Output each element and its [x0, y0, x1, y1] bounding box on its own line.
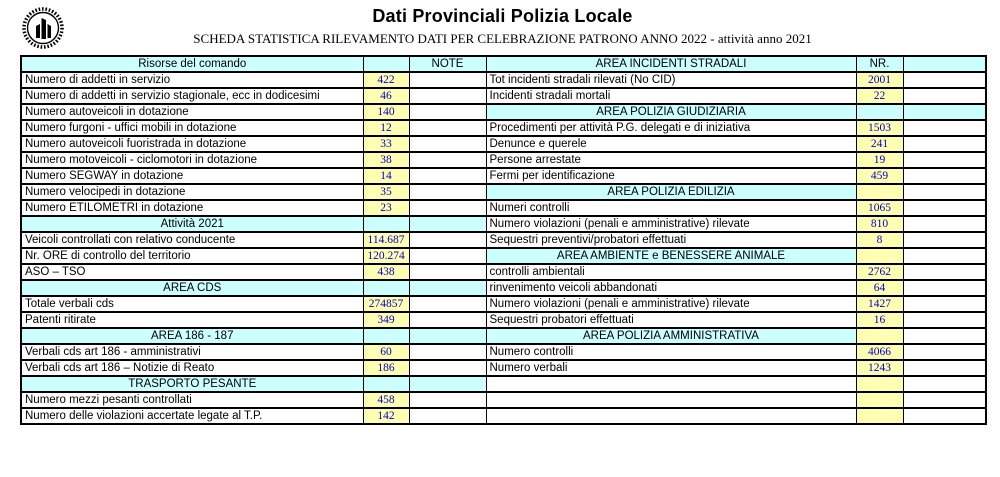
row-label: Procedimenti per attività P.G. delegati e di iniziativa [486, 120, 856, 136]
row-label: Numero autoveicoli fuoristrada in dotazione [21, 136, 363, 152]
left-value-cell [363, 280, 409, 296]
row-label: Numero verbali [486, 360, 856, 376]
extra-cell [903, 392, 986, 408]
row-label [486, 376, 856, 392]
table-row [21, 104, 986, 120]
header-row [21, 56, 986, 72]
left-value-cell [363, 376, 409, 392]
extra-cell [903, 376, 986, 392]
note-cell [409, 312, 486, 328]
table-row [21, 264, 986, 280]
nr-value-cell: 2001 [856, 72, 903, 88]
row-label: rinvenimento veicoli abbandonati [486, 280, 856, 296]
section-header: AREA POLIZIA AMMINISTRATIVA [486, 328, 856, 344]
row-label: Numero velocipedi in dotazione [21, 184, 363, 200]
row-label: Nr. ORE di controllo del territorio [21, 248, 363, 264]
section-header: AREA AMBIENTE e BENESSERE ANIMALE [486, 248, 856, 264]
nr-value-cell: 810 [856, 216, 903, 232]
left-value-column-header [363, 56, 409, 72]
left-value-cell: 458 [363, 392, 409, 408]
row-label: Numero SEGWAY in dotazione [21, 168, 363, 184]
row-label: Patenti ritirate [21, 312, 363, 328]
extra-cell [903, 312, 986, 328]
note-cell [409, 232, 486, 248]
row-label: Numeri controlli [486, 200, 856, 216]
table-row [21, 216, 986, 232]
nr-value-cell: 459 [856, 168, 903, 184]
table-row [21, 88, 986, 104]
section-header: Attività 2021 [21, 216, 363, 232]
section-header: AREA CDS [21, 280, 363, 296]
section-header: AREA 186 - 187 [21, 328, 363, 344]
row-label: Numero delle violazioni accertate legate al T.P. [21, 408, 363, 424]
section-header: TRASPORTO PESANTE [21, 376, 363, 392]
row-label: ASO – TSO [21, 264, 363, 280]
extra-cell [903, 248, 986, 264]
table-row [21, 392, 986, 408]
note-cell [409, 280, 486, 296]
nr-value-cell: 1065 [856, 200, 903, 216]
nr-value-cell [856, 408, 903, 424]
row-label: Numero mezzi pesanti controllati [21, 392, 363, 408]
note-cell [409, 216, 486, 232]
note-column-header: NOTE [409, 56, 486, 72]
nr-value-cell: 16 [856, 312, 903, 328]
nr-value-cell [856, 248, 903, 264]
note-cell [409, 72, 486, 88]
nr-value-cell: 1243 [856, 360, 903, 376]
extra-column-header [903, 56, 986, 72]
note-cell [409, 360, 486, 376]
table-row [21, 136, 986, 152]
nr-value-cell: 19 [856, 152, 903, 168]
left-value-cell: 12 [363, 120, 409, 136]
row-label: Numero di addetti in servizio stagionale, ecc in dodicesimi [21, 88, 363, 104]
nr-value-cell: 22 [856, 88, 903, 104]
table-row [21, 280, 986, 296]
extra-cell [903, 184, 986, 200]
note-cell [409, 136, 486, 152]
table-row [21, 184, 986, 200]
note-cell [409, 200, 486, 216]
left-value-cell: 274857 [363, 296, 409, 312]
left-table-header: Risorse del comando [21, 56, 363, 72]
page-title: Dati Provinciali Polizia Locale [372, 6, 633, 26]
extra-cell [903, 104, 986, 120]
extra-cell [903, 360, 986, 376]
note-cell [409, 248, 486, 264]
note-cell [409, 152, 486, 168]
extra-cell [903, 168, 986, 184]
left-value-cell: 38 [363, 152, 409, 168]
nr-value-cell [856, 104, 903, 120]
row-label: Numero controlli [486, 344, 856, 360]
extra-cell [903, 344, 986, 360]
left-value-cell: 349 [363, 312, 409, 328]
statistics-table [20, 55, 987, 425]
extra-cell [903, 264, 986, 280]
extra-cell [903, 232, 986, 248]
row-label: Verbali cds art 186 - amministrativi [21, 344, 363, 360]
row-label: Verbali cds art 186 – Notizie di Reato [21, 360, 363, 376]
extra-cell [903, 296, 986, 312]
row-label: Tot incidenti stradali rilevati (No CID) [486, 72, 856, 88]
right-table-header: AREA INCIDENTI STRADALI [486, 56, 856, 72]
left-value-cell: 120.274 [363, 248, 409, 264]
row-label: Persone arrestate [486, 152, 856, 168]
row-label: Numero violazioni (penali e amministrative) rilevate [486, 296, 856, 312]
extra-cell [903, 216, 986, 232]
nr-value-cell: 1427 [856, 296, 903, 312]
row-label: Fermi per identificazione [486, 168, 856, 184]
nr-value-cell [856, 376, 903, 392]
table-row [21, 232, 986, 248]
note-cell [409, 408, 486, 424]
table-row [21, 312, 986, 328]
nr-value-cell: 64 [856, 280, 903, 296]
extra-cell [903, 328, 986, 344]
row-label: Denunce e querele [486, 136, 856, 152]
nr-value-cell: 1503 [856, 120, 903, 136]
note-cell [409, 328, 486, 344]
left-value-cell: 142 [363, 408, 409, 424]
left-value-cell: 46 [363, 88, 409, 104]
left-value-cell [363, 216, 409, 232]
table-row [21, 120, 986, 136]
left-value-cell: 14 [363, 168, 409, 184]
note-cell [409, 168, 486, 184]
left-value-cell: 186 [363, 360, 409, 376]
table-row [21, 168, 986, 184]
row-label: Incidenti stradali mortali [486, 88, 856, 104]
extra-cell [903, 88, 986, 104]
note-cell [409, 296, 486, 312]
table-row [21, 296, 986, 312]
note-cell [409, 184, 486, 200]
row-label: Veicoli controllati con relativo conducente [21, 232, 363, 248]
left-value-cell: 114.687 [363, 232, 409, 248]
note-cell [409, 264, 486, 280]
row-label: controlli ambientali [486, 264, 856, 280]
note-cell [409, 120, 486, 136]
row-label: Sequestri preventivi/probatori effettuati [486, 232, 856, 248]
nr-column-header: NR. [856, 56, 903, 72]
nr-value-cell [856, 184, 903, 200]
table-row [21, 152, 986, 168]
page-subtitle: SCHEDA STATISTICA RILEVAMENTO DATI PER CELEBRAZIONE PATRONO ANNO 2022 - attività anno 2021 [193, 31, 812, 46]
row-label: Numero di addetti in servizio [21, 72, 363, 88]
nr-value-cell: 4066 [856, 344, 903, 360]
table-row [21, 72, 986, 88]
extra-cell [903, 136, 986, 152]
table-row [21, 200, 986, 216]
nr-value-cell [856, 328, 903, 344]
left-value-cell: 35 [363, 184, 409, 200]
table-row [21, 376, 986, 392]
section-header: AREA POLIZIA GIUDIZIARIA [486, 104, 856, 120]
row-label: Numero motoveicoli - ciclomotori in dotazione [21, 152, 363, 168]
row-label [486, 408, 856, 424]
note-cell [409, 392, 486, 408]
row-label: Numero violazioni (penali e amministrative) rilevate [486, 216, 856, 232]
left-value-cell [363, 328, 409, 344]
table-row [21, 328, 986, 344]
nr-value-cell [856, 392, 903, 408]
left-value-cell: 23 [363, 200, 409, 216]
extra-cell [903, 152, 986, 168]
nr-value-cell: 241 [856, 136, 903, 152]
note-cell [409, 376, 486, 392]
left-value-cell: 438 [363, 264, 409, 280]
row-label: Totale verbali cds [21, 296, 363, 312]
extra-cell [903, 408, 986, 424]
extra-cell [903, 72, 986, 88]
left-value-cell: 60 [363, 344, 409, 360]
note-cell [409, 88, 486, 104]
extra-cell [903, 200, 986, 216]
extra-cell [903, 280, 986, 296]
note-cell [409, 104, 486, 120]
left-value-cell: 140 [363, 104, 409, 120]
note-cell [409, 344, 486, 360]
section-header: AREA POLIZIA EDILIZIA [486, 184, 856, 200]
row-label: Numero furgoni - uffici mobili in dotazione [21, 120, 363, 136]
left-value-cell: 33 [363, 136, 409, 152]
table-row [21, 344, 986, 360]
row-label: Numero autoveicoli in dotazione [21, 104, 363, 120]
table-row [21, 360, 986, 376]
table-row [21, 248, 986, 264]
page-header [20, 6, 985, 47]
table-row [21, 408, 986, 424]
left-value-cell: 422 [363, 72, 409, 88]
extra-cell [903, 120, 986, 136]
nr-value-cell: 8 [856, 232, 903, 248]
row-label: Numero ETILOMETRI in dotazione [21, 200, 363, 216]
row-label: Sequestri probatori effettuati [486, 312, 856, 328]
nr-value-cell: 2762 [856, 264, 903, 280]
row-label [486, 392, 856, 408]
